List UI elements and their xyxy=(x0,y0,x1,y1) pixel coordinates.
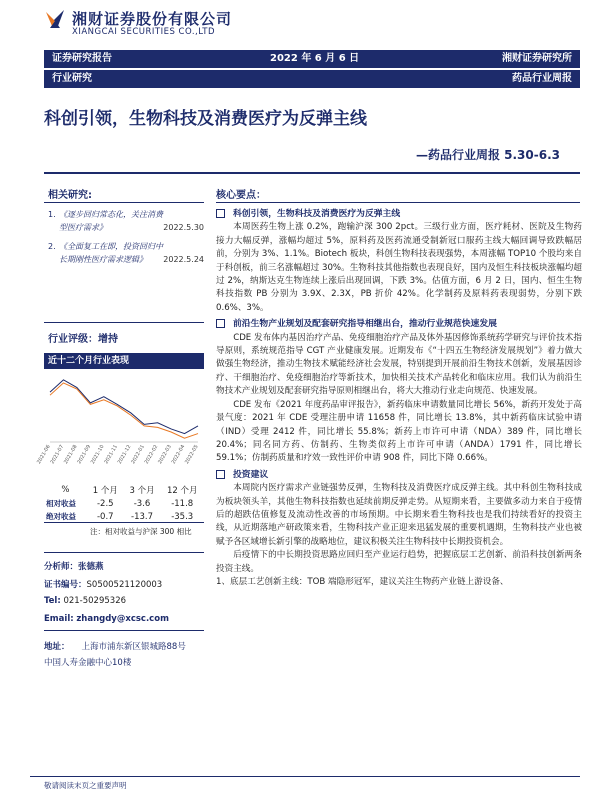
section-heading xyxy=(216,208,582,221)
company-name-en: XIANGCAI SECURITIES CO.,LTD xyxy=(72,27,216,37)
related-date: 2022.5.24 xyxy=(163,255,204,264)
analyst-name xyxy=(44,560,104,572)
performance-chart xyxy=(36,372,204,480)
section-heading-text: 前沿生物产业规划及配套研究指导相继出台，推动行业规范快速发展 xyxy=(233,319,497,330)
table-cell: -3.6 xyxy=(133,498,151,509)
table-cell: -11.8 xyxy=(171,498,194,509)
cert-label: 证书编号： xyxy=(44,580,87,590)
related-heading: 相关研究: xyxy=(48,190,92,201)
analyst-email xyxy=(44,614,169,624)
table-header-cell: % xyxy=(61,485,70,495)
section-paragraph: CDE 发布《2021 年度药品审评报告》，新药临床申请数量同比增长 56%，新药开发处于高景气度：2021 年 CDE 受理注册申请 11658 件，同比增长 13.8%，其中新药临床试验申请（IND）受理 2412 件，同比增长 55.8%；新药上市许可申请（NDA）389 件，同比增长 20.4%；同名同方药、仿制药、生物类似药上市许可申请（ANDA）1791 件，同比增长 59.1%；仿制药质量和疗效一致性评价申请 908 件，同比下降 0.66%。 xyxy=(216,399,582,464)
section-heading xyxy=(216,318,582,331)
core-divider xyxy=(216,202,580,203)
company-logo-icon xyxy=(44,8,66,30)
table-row xyxy=(44,497,204,510)
section-heading-text: 科创引领，生物科技及消费医疗为反弹主线 xyxy=(233,209,401,219)
industry-rating: 行业评级：增持 xyxy=(48,334,118,345)
performance-table xyxy=(44,483,204,523)
table-header-cell: 1 个月 xyxy=(92,486,118,496)
core-points-heading: 核心要点： xyxy=(216,190,266,201)
section-paragraph: 1、底层工艺创新主线：TOB 端隐形冠军，建议关注生物药产业链上游设备、 xyxy=(216,576,509,587)
chart-x-tick-label: 2022-02 xyxy=(143,444,160,466)
related-title: 《全面复工在即，投资回归中长期刚性医疗需求逻辑》 xyxy=(59,242,163,264)
chart-x-tick-label: 2021-10 xyxy=(89,444,106,466)
rating-divider-top xyxy=(44,322,204,323)
cert-value: S0500521120003 xyxy=(86,580,163,590)
analyst-cert xyxy=(44,578,162,590)
related-num: 1. xyxy=(48,210,56,219)
address-divider xyxy=(44,630,204,631)
email-value[interactable]: zhangdy@xcsc.com xyxy=(76,614,169,624)
footer-divider xyxy=(30,776,580,777)
report-type: 证券研究报告 xyxy=(52,53,112,64)
related-title: 《逐步回归常态化，关注消费型医疗需求》 xyxy=(59,210,163,232)
footer-disclaimer[interactable]: 敬请阅读末页之重要声明 xyxy=(44,781,127,790)
chart-x-tick-label: 2022-05 xyxy=(184,444,200,466)
chart-x-tick-label: 2022-01 xyxy=(130,444,146,466)
related-num: 2. xyxy=(48,242,56,251)
table-cell: -35.3 xyxy=(171,511,194,522)
tel-value: 021-50295326 xyxy=(63,596,127,606)
section-paragraph: CDE 发布体内基因治疗产品、免疫细胞治疗产品及体外基因修饰系统药学研究与评价技术指导原则，系统规范指导 CGT 产业健康发展。近期发布《“十四五生物经济发展规划”》着力做大做强生物经济，推动生物技术赋能经济社会发展，特别提到开展前沿生物技术创新，发展基因诊疗、干细胞治疗、免疫细胞治疗等新技术，加快相关技术产品转化和临床应用。我们认为前沿生物技术产业规划及配套研究指导原则相继出台，将大大推动行业走向规范、快速发展。 xyxy=(216,332,582,397)
main-content xyxy=(216,208,582,589)
report-category: 行业研究 xyxy=(52,73,92,84)
table-cell: -0.7 xyxy=(96,511,114,522)
report-date: 2022 年 6 月 6 日 xyxy=(270,53,360,64)
section-paragraph: 后疫情下的中长期投资思路应回归至产业运行趋势，把握底层工艺创新、前沿科技创新两条投资主线。 xyxy=(216,550,582,574)
table-header-row xyxy=(44,483,204,497)
section-paragraph: 本周医药生物上涨 0.2%，跑输沪深 300 2pct。三级行业方面，医疗耗材、医院及生物药接力大幅反弹，涨幅均超过 5%，原料药及医药流通受制新冠口服药主线大幅回调导致跌幅居前，分别为 3%、1.1%。Biotech 板块，科创生物科技表现强势，本周涨幅 TOP10 个股均来自于科创板，前三名涨幅超过 30%。生物科技其他指数也表现良好，国内及恒生科技板块涨幅均超过 2%，纳斯达克生物连续上涨后出现回调，下跌 3%。估值方面，6 月 2 日，国内、恒生生物科技指数 PB 分别为 3.9X、2.3X，PB 折价 42%。化学制药及原料药表现弱势，分别下跌 0.6%、3%。 xyxy=(216,222,582,313)
chart-x-tick-label: 2021-07 xyxy=(49,444,66,466)
checkbox-icon xyxy=(216,209,225,218)
section-heading xyxy=(216,469,582,482)
tel-label: Tel: xyxy=(44,596,61,606)
chart-x-tick-label: 2021-11 xyxy=(103,444,120,466)
table-note: 注：相对收益与沪深 300 相比 xyxy=(90,527,192,536)
header-bar-bottom xyxy=(44,70,580,88)
related-item[interactable] xyxy=(48,208,204,234)
analyst-tel xyxy=(44,596,126,606)
header-bar-top xyxy=(44,50,580,68)
report-series: 药品行业周报 xyxy=(512,73,572,84)
analyst-name-label: 分析师： xyxy=(44,562,79,572)
section-heading-text: 投资建议 xyxy=(233,469,269,480)
addr-label: 地址： xyxy=(44,642,70,652)
institute-name: 湘财证券研究所 xyxy=(502,53,572,64)
checkbox-icon xyxy=(216,319,225,328)
chart-x-tick-label: 2021-09 xyxy=(76,444,93,466)
table-header-cell: 3 个月 xyxy=(129,486,155,496)
performance-heading: 近十二个月行业表现 xyxy=(44,353,204,369)
title-divider xyxy=(44,172,580,174)
addr-line2: 中国人寿金融中心10楼 xyxy=(44,658,132,668)
chart-series-line-0 xyxy=(50,380,198,434)
chart-series-line-1 xyxy=(50,383,198,438)
related-divider xyxy=(44,202,204,203)
email-label: Email: xyxy=(44,614,74,624)
company-name-cn: 湘财证券股份有限公司 xyxy=(72,10,233,28)
section-paragraph: 本周院内医疗需求产业链强势反弹，生物科技及消费医疗成反弹主线。其中科创生物科技成为板块领头羊，其他生物科技指数也延续前期反弹走势。从短期来看，主要做多动力来自于疫情后的超跌估值修复及流动性改善的市场预期。中长期来看生物科技也是我们持续看好的投资主线，从近期落地产研政策来看，生物科技产业正迎来迅猛发展的重要机遇期，生物科技产业也被赋予各区域增长新引擎的战略地位，建议积极关注生物科技中长期投资机会。 xyxy=(216,483,582,547)
row-label: 相对收益 xyxy=(46,499,76,508)
row-label: 绝对收益 xyxy=(46,512,76,521)
addr-line1: 上海市浦东新区银城路88号 xyxy=(81,642,186,652)
table-divider xyxy=(44,522,204,523)
analyst-divider xyxy=(44,552,204,553)
chart-x-tick-label: 2021-08 xyxy=(62,444,79,466)
analyst-address xyxy=(44,640,186,652)
page-title: 科创引领，生物科技及消费医疗为反弹主线 xyxy=(44,109,367,129)
chart-x-tick-label: 2021-06 xyxy=(36,444,52,466)
checkbox-icon xyxy=(216,470,225,479)
related-item[interactable] xyxy=(48,240,204,266)
chart-x-tick-label: 2022-03 xyxy=(157,444,173,466)
analyst-name-value: 张德燕 xyxy=(78,562,104,572)
related-date: 2022.5.30 xyxy=(163,223,204,232)
table-cell: -13.7 xyxy=(131,511,154,522)
table-header-cell: 12 个月 xyxy=(166,486,198,496)
page-subtitle: —药品行业周报 5.30-6.3 xyxy=(415,148,560,162)
chart-x-tick-label: 2021-12 xyxy=(116,444,133,466)
chart-x-tick-label: 2022-04 xyxy=(170,444,187,466)
table-cell: -2.5 xyxy=(96,498,114,509)
